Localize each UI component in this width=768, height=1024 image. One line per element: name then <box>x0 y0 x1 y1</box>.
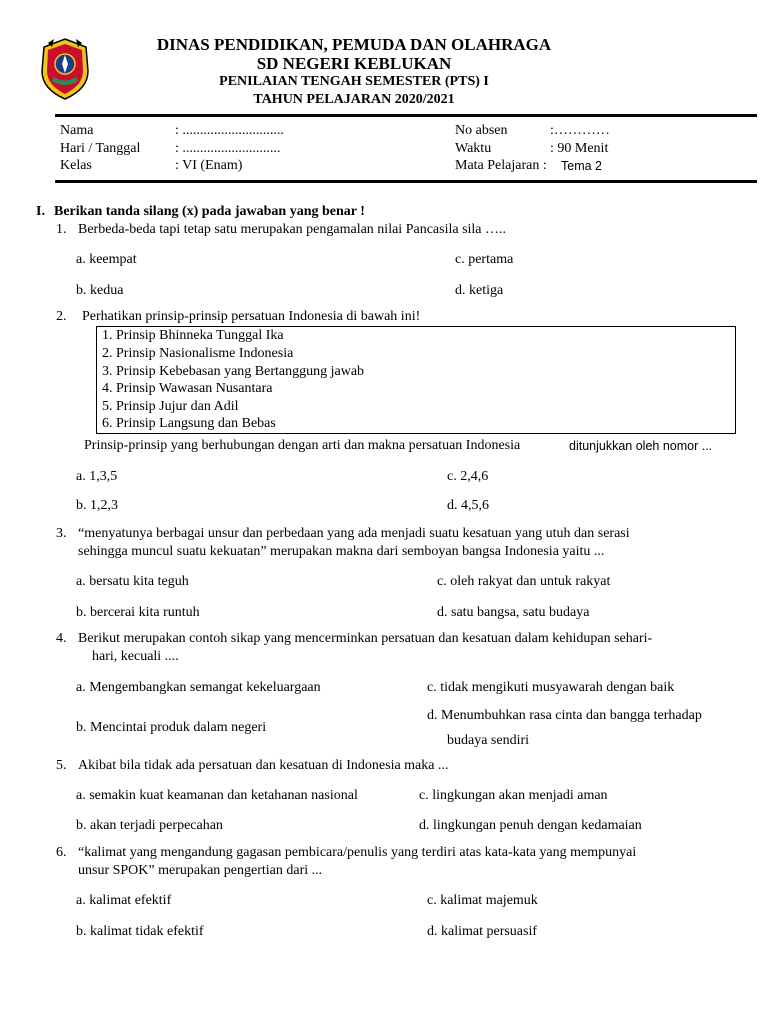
question-6-number: 6. <box>56 845 67 860</box>
waktu-label: Waktu <box>455 141 492 156</box>
q3-option-b[interactable]: b. bercerai kita runtuh <box>76 605 200 620</box>
header-exam: PENILAIAN TENGAH SEMESTER (PTS) I <box>219 74 489 89</box>
question-2-number: 2. <box>56 309 67 324</box>
kelas-label: Kelas <box>60 158 92 173</box>
question-4-text-line2: hari, kecuali .... <box>92 649 179 664</box>
question-5-text: Akibat bila tidak ada persatuan dan kesatuan di Indonesia maka ... <box>78 758 449 773</box>
q4-option-d-line2: budaya sendiri <box>447 733 530 748</box>
question-2-prompt-end: ditunjukkan oleh nomor ... <box>569 439 713 453</box>
q1-option-a[interactable]: a. keempat <box>76 252 137 267</box>
q5-option-c[interactable]: c. lingkungan akan menjadi aman <box>419 788 608 803</box>
mapel-value: Tema 2 <box>561 159 602 173</box>
section-title: Berikan tanda silang (x) pada jawaban yang benar ! <box>54 204 365 219</box>
principle-item: 5. Prinsip Jujur dan Adil <box>102 399 239 414</box>
question-1-text: Berbeda-beda tapi tetap satu merupakan pengamalan nilai Pancasila sila ….. <box>78 222 507 237</box>
header-school: SD NEGERI KEBLUKAN <box>256 54 452 73</box>
q2-option-b[interactable]: b. 1,2,3 <box>76 498 118 513</box>
q5-option-a[interactable]: a. semakin kuat keamanan dan ketahanan nasional <box>76 788 358 803</box>
principle-item: 3. Prinsip Kebebasan yang Bertanggung jawab <box>102 364 365 379</box>
q4-option-a[interactable]: a. Mengembangkan semangat kekeluargaan <box>76 680 321 695</box>
q2-option-c[interactable]: c. 2,4,6 <box>447 469 489 484</box>
principle-item: 4. Prinsip Wawasan Nusantara <box>102 381 273 396</box>
q3-option-c[interactable]: c. oleh rakyat dan untuk rakyat <box>437 574 611 589</box>
principle-item: 1. Prinsip Bhinneka Tunggal Ika <box>102 328 284 343</box>
kelas-value: : VI (Enam) <box>175 158 243 173</box>
q4-option-d[interactable]: d. Menumbuhkan rasa cinta dan bangga terhadap <box>427 708 702 723</box>
question-4-number: 4. <box>56 631 67 646</box>
q4-option-b[interactable]: b. Mencintai produk dalam negeri <box>76 720 267 735</box>
q6-option-b[interactable]: b. kalimat tidak efektif <box>76 924 204 939</box>
q1-option-b[interactable]: b. kedua <box>76 283 124 298</box>
question-6-text: “kalimat yang mengandung gagasan pembicara/penulis yang terdiri atas kata-kata yang mempunyai <box>78 845 637 860</box>
nama-field[interactable]: : ............................. <box>175 123 284 138</box>
q6-option-d[interactable]: d. kalimat persuasif <box>427 924 538 939</box>
top-rule <box>55 114 757 117</box>
bottom-rule <box>55 180 757 183</box>
question-3-number: 3. <box>56 526 67 541</box>
q5-option-b[interactable]: b. akan terjadi perpecahan <box>76 818 223 833</box>
hari-label: Hari / Tanggal <box>60 141 141 156</box>
q1-option-c[interactable]: c. pertama <box>455 252 514 267</box>
q2-option-a[interactable]: a. 1,3,5 <box>76 469 118 484</box>
question-4-text: Berikut merupakan contoh sikap yang mencerminkan persatuan dan kesatuan dalam kehidupan sehari- <box>78 631 653 646</box>
question-1-number: 1. <box>56 222 67 237</box>
q6-option-a[interactable]: a. kalimat efektif <box>76 893 172 908</box>
mapel-label: Mata Pelajaran : <box>455 158 547 173</box>
question-2-prompt: Prinsip-prinsip yang berhubungan dengan arti dan makna persatuan Indonesia <box>84 438 521 453</box>
q3-option-a[interactable]: a. bersatu kita teguh <box>76 574 189 589</box>
question-2-text: Perhatikan prinsip-prinsip persatuan Indonesia di bawah ini! <box>82 309 421 324</box>
principle-item: 2. Prinsip Nasionalisme Indonesia <box>102 346 294 361</box>
q1-option-d[interactable]: d. ketiga <box>455 283 504 298</box>
principle-item: 6. Prinsip Langsung dan Bebas <box>102 416 276 431</box>
question-5-number: 5. <box>56 758 67 773</box>
nama-label: Nama <box>60 123 94 138</box>
header-year: TAHUN PELAJARAN 2020/2021 <box>253 92 455 107</box>
absen-field[interactable]: :………… <box>550 123 610 138</box>
hari-field[interactable]: : ............................ <box>175 141 281 156</box>
principles-list-box <box>96 326 736 434</box>
section-number: I. <box>36 204 45 219</box>
q4-option-c[interactable]: c. tidak mengikuti musyawarah dengan baik <box>427 680 675 695</box>
question-6-text-line2: unsur SPOK” merupakan pengertian dari ... <box>78 863 323 878</box>
question-3-text: “menyatunya berbagai unsur dan perbedaan yang ada menjadi suatu kesatuan yang utuh dan serasi <box>78 526 630 541</box>
waktu-value: : 90 Menit <box>550 141 609 156</box>
q6-option-c[interactable]: c. kalimat majemuk <box>427 893 538 908</box>
absen-label: No absen <box>455 123 508 138</box>
header-agency: DINAS PENDIDIKAN, PEMUDA DAN OLAHRAGA <box>156 35 552 54</box>
question-3-text-line2: sehingga muncul suatu kekuatan” merupakan makna dari semboyan bangsa Indonesia yaitu ... <box>78 544 605 559</box>
q2-option-d[interactable]: d. 4,5,6 <box>447 498 489 513</box>
q3-option-d[interactable]: d. satu bangsa, satu budaya <box>437 605 590 620</box>
q5-option-d[interactable]: d. lingkungan penuh dengan kedamaian <box>419 818 642 833</box>
